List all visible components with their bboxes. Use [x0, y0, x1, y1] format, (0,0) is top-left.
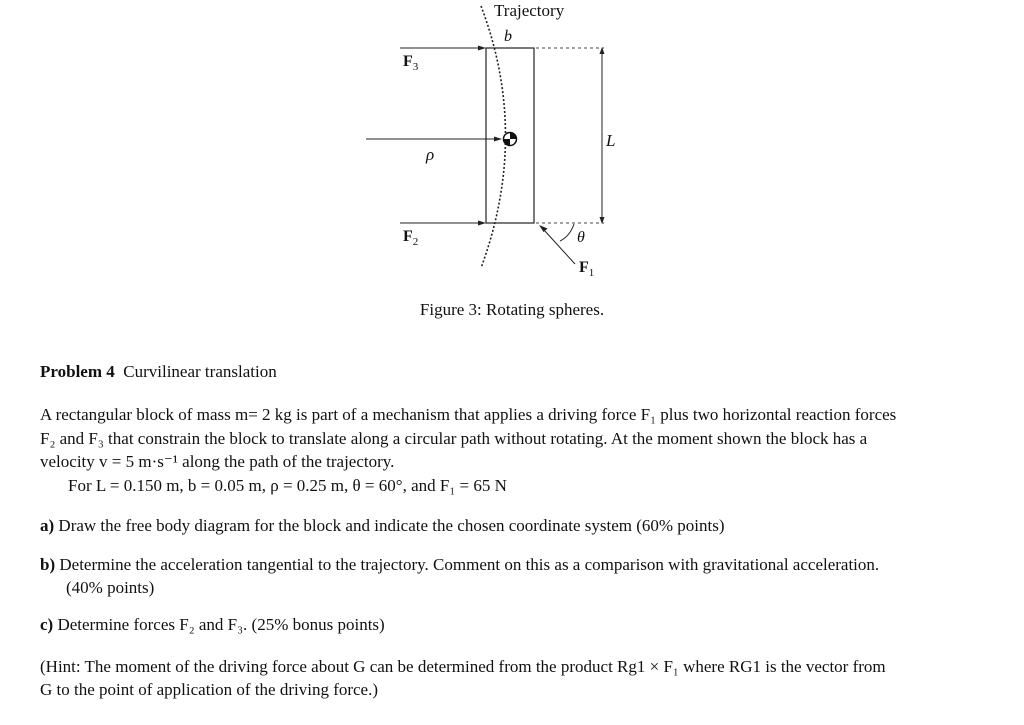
hint-line-1: (Hint: The moment of the driving force about G can be determined from the product Rg1 × F₁ where RG1 is the vector from	[40, 657, 886, 676]
F1-label: F	[579, 259, 589, 276]
problem-heading	[40, 362, 277, 382]
rho-arrowhead	[494, 137, 502, 142]
b-label: b	[504, 28, 512, 45]
trajectory-path	[481, 6, 506, 268]
theta-label: θ	[577, 229, 585, 246]
L-label: L	[606, 131, 616, 150]
theta-arc	[560, 224, 574, 241]
question-a-text: Draw the free body diagram for the block and indicate the chosen coordinate system (60% points)	[58, 516, 725, 535]
figure-diagram	[0, 0, 1024, 300]
center-of-mass-icon	[504, 133, 517, 146]
figure-caption: Figure 3: Rotating spheres.	[419, 300, 605, 319]
question-a-label: a)	[40, 516, 55, 535]
question-b-text-2: (40% points)	[66, 578, 155, 597]
force-F3-arrowhead	[478, 46, 486, 51]
question-c-text: Determine forces F₂ and F₃. (25% bonus points)	[57, 615, 385, 634]
trajectory-label: Trajectory	[494, 1, 565, 20]
question-b-text: Determine the acceleration tangential to the trajectory. Comment on this as a comparison with gravitational acceleration.	[59, 555, 880, 574]
question-c	[40, 613, 994, 636]
hint	[40, 655, 994, 701]
question-b-label: b)	[40, 555, 56, 574]
problem-number: Problem 4	[40, 362, 115, 381]
statement-line-1: A rectangular block of mass m= 2 kg is part of a mechanism that applies a driving force F₁ plus two horizontal reaction forces	[40, 405, 897, 424]
svg-text:F3	[403, 53, 419, 73]
F3-label-sub: 3	[412, 61, 419, 73]
question-a	[40, 514, 994, 537]
F2-label: F	[403, 228, 413, 245]
svg-text:F1	[579, 259, 594, 279]
statement-line-2: F₂ and F₃ that constrain the block to translate along a circular path without rotating. At the moment shown the block has a	[40, 428, 868, 448]
question-c-label: c)	[40, 615, 54, 634]
rho-label: ρ	[426, 145, 435, 164]
force-F1-arrow	[544, 230, 575, 264]
force-F1-arrowhead	[539, 225, 548, 232]
F1-label-sub: 1	[588, 267, 595, 279]
problem-title: Curvilinear translation	[123, 362, 277, 381]
svg-text:F2	[403, 228, 418, 248]
F3-label: F	[403, 53, 413, 70]
force-F2-arrowhead	[478, 221, 486, 226]
problem-statement	[40, 403, 994, 497]
F2-label-sub: 2	[412, 236, 419, 248]
question-b	[40, 553, 994, 599]
hint-line-2: G to the point of application of the driving force.)	[40, 680, 379, 699]
statement-line-3: velocity v = 5 m·s⁻¹ along the path of the trajectory.	[40, 452, 395, 471]
given-values: For L = 0.150 m, b = 0.05 m, ρ = 0.25 m, θ = 60°, and F₁ = 65 N	[68, 475, 507, 495]
